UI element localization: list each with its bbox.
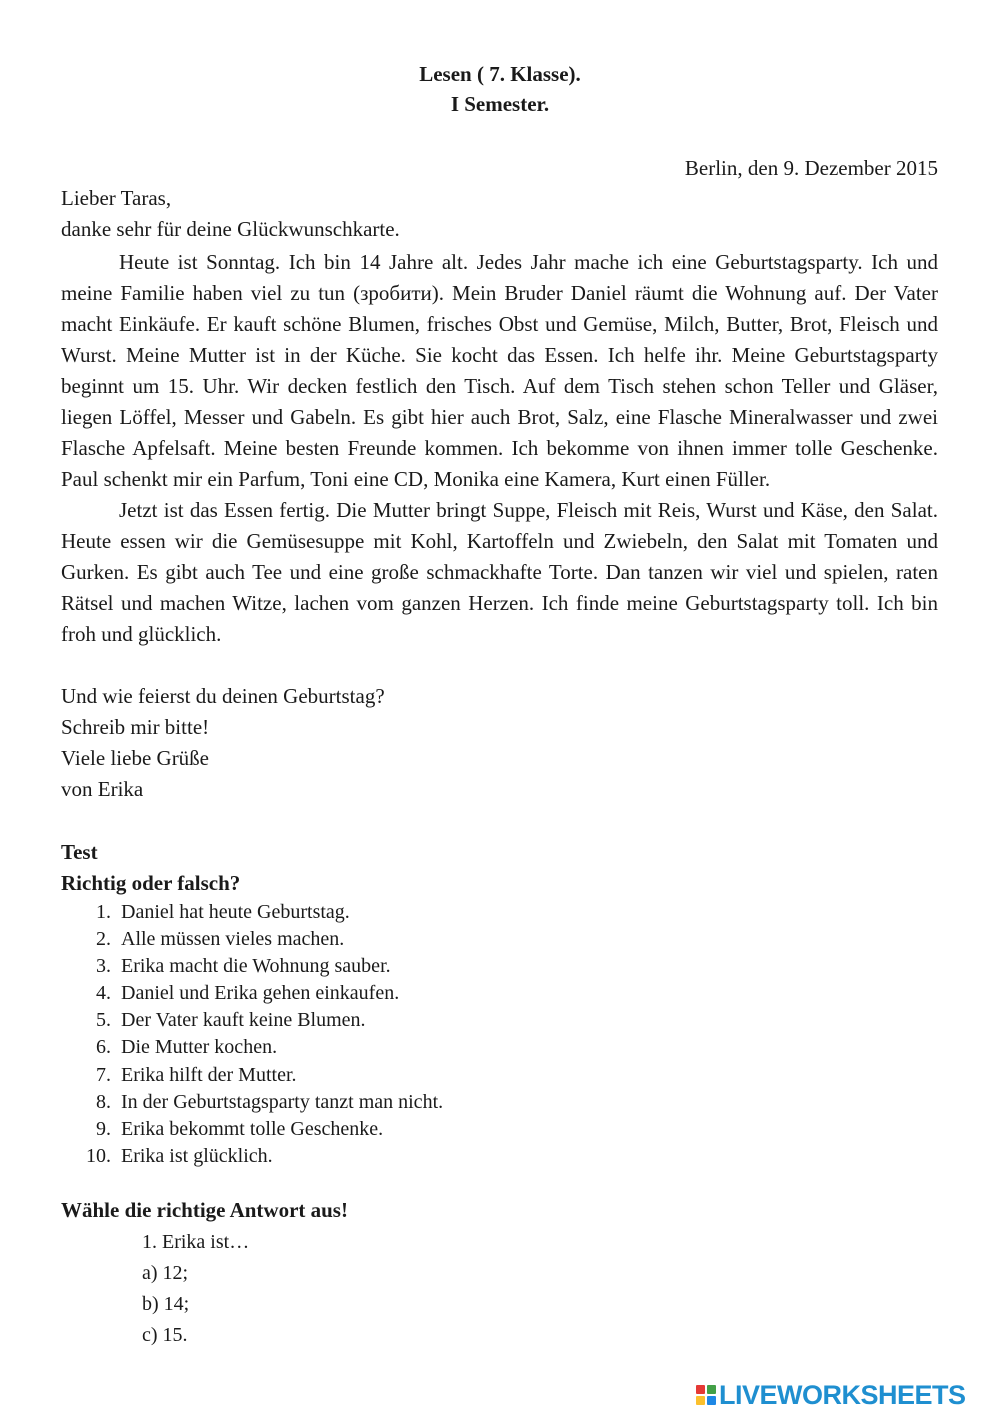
- tf-item-text: Alle müssen vieles machen.: [121, 928, 345, 951]
- tf-item-number: 8.: [96, 1090, 111, 1113]
- liveworksheets-logo-icon: [696, 1385, 716, 1405]
- mc-heading: Wähle die richtige Antwort aus!: [61, 1198, 348, 1222]
- liveworksheets-logo[interactable]: [696, 1380, 966, 1410]
- tf-item-number: 6.: [96, 1036, 111, 1059]
- tf-item-number: 10.: [86, 1144, 111, 1167]
- tf-item: [61, 1089, 443, 1116]
- logo-square-blue: [707, 1396, 716, 1405]
- page-title: Lesen ( 7. Klasse).: [419, 62, 581, 86]
- letter-body: [61, 247, 938, 650]
- tf-item: [61, 1062, 443, 1089]
- mc-question: 1. Erika ist…: [142, 1231, 250, 1253]
- letter-question: Und wie feierst du deinen Geburtstag?: [61, 684, 385, 708]
- tf-item-text: In der Geburtstagsparty tanzt man nicht.: [121, 1090, 444, 1113]
- tf-item: [61, 1116, 443, 1143]
- letter-closing: Viele liebe Grüße: [61, 746, 210, 770]
- logo-square-red: [696, 1385, 705, 1394]
- letter-date: Berlin, den 9. Dezember 2015: [684, 156, 938, 180]
- page-subtitle: I Semester.: [450, 92, 550, 116]
- tf-item-text: Erika ist glücklich.: [121, 1144, 273, 1167]
- letter-paragraph-1: Heute ist Sonntag. Ich bin 14 Jahre alt. Jedes Jahr mache ich eine Geburtstagsparty. Ich und meine Familie haben viel zu tun (зробити). Mein Bruder Daniel räumt die Wohnung auf. Der Vater macht Einkäufe. Er kauft schöne Blumen, frisches Obst und Gemüse, Milch, Butter, Brot, Fleisch und Wurst. Meine Mutter ist in der Küche. Sie kocht das Essen. Ich helfe ihr. Meine Geburtstagsparty beginnt um 15. Uhr. Wir decken festlich den Tisch. Auf dem Tisch stehen schon Teller und Gläser, liegen Löffel, Messer und Gabeln. Es gibt hier auch Brot, Salz, eine Flasche Mineralwasser und zwei Flasche Apfelsaft. Meine besten Freunde kommen. Ich bekomme von ihnen immer tolle Geschenke. Paul schenkt mir ein Parfum, Toni eine CD, Monika eine Kamera, Kurt einen Füller.: [61, 250, 938, 491]
- tf-item-text: Daniel und Erika gehen einkaufen.: [121, 982, 400, 1005]
- test-heading: Test: [61, 840, 98, 864]
- tf-item-number: 5.: [96, 1009, 111, 1032]
- tf-item: [61, 1034, 443, 1061]
- tf-item-text: Daniel hat heute Geburtstag.: [121, 901, 350, 923]
- tf-item: [61, 926, 443, 953]
- tf-item-number: 3.: [96, 955, 111, 978]
- tf-item-number: 1.: [96, 901, 111, 923]
- tf-list: [61, 899, 443, 1170]
- tf-item: [61, 953, 443, 980]
- tf-item-number: 9.: [96, 1117, 111, 1140]
- letter-request: Schreib mir bitte!: [61, 715, 210, 739]
- logo-square-green: [707, 1385, 716, 1394]
- letter-greeting: Lieber Taras,: [61, 186, 172, 210]
- tf-item-text: Die Mutter kochen.: [121, 1036, 278, 1059]
- tf-heading: Richtig oder falsch?: [61, 871, 241, 895]
- mc-option-b: b) 14;: [142, 1293, 190, 1315]
- mc-option-a: a) 12;: [142, 1262, 189, 1284]
- tf-item: [61, 1007, 443, 1034]
- tf-item-number: 2.: [96, 928, 111, 951]
- tf-item-number: 4.: [96, 982, 111, 1005]
- tf-item: [61, 1143, 443, 1170]
- liveworksheets-brand: LIVEWORKSHEETS: [719, 1380, 966, 1410]
- letter-thanks: danke sehr für deine Glückwunschkarte.: [61, 217, 400, 241]
- logo-square-yellow: [696, 1396, 705, 1405]
- letter-paragraph-2: Jetzt ist das Essen fertig. Die Mutter bringt Suppe, Fleisch mit Reis, Wurst und Käse, den Salat. Heute essen wir die Gemüsesuppe mit Kohl, Kartoffeln und Zwiebeln, den Salat mit Tomaten und Gurken. Es gibt auch Tee und eine große schmackhafte Torte. Dan tanzen wir viel und spielen, raten Rätsel und machen Witze, lachen vom ganzen Herzen. Ich finde meine Geburtstagsparty toll. Ich bin froh und glücklich.: [61, 498, 938, 646]
- tf-item-number: 7.: [96, 1063, 111, 1086]
- tf-item-text: Erika hilft der Mutter.: [121, 1063, 297, 1086]
- mc-option-c: c) 15.: [142, 1324, 188, 1346]
- letter-signature: von Erika: [61, 777, 144, 801]
- tf-item-text: Erika macht die Wohnung sauber.: [121, 955, 391, 978]
- tf-item: [61, 980, 443, 1007]
- tf-item-text: Erika bekommt tolle Geschenke.: [121, 1117, 384, 1140]
- tf-item: [61, 899, 443, 926]
- tf-item-text: Der Vater kauft keine Blumen.: [121, 1009, 366, 1032]
